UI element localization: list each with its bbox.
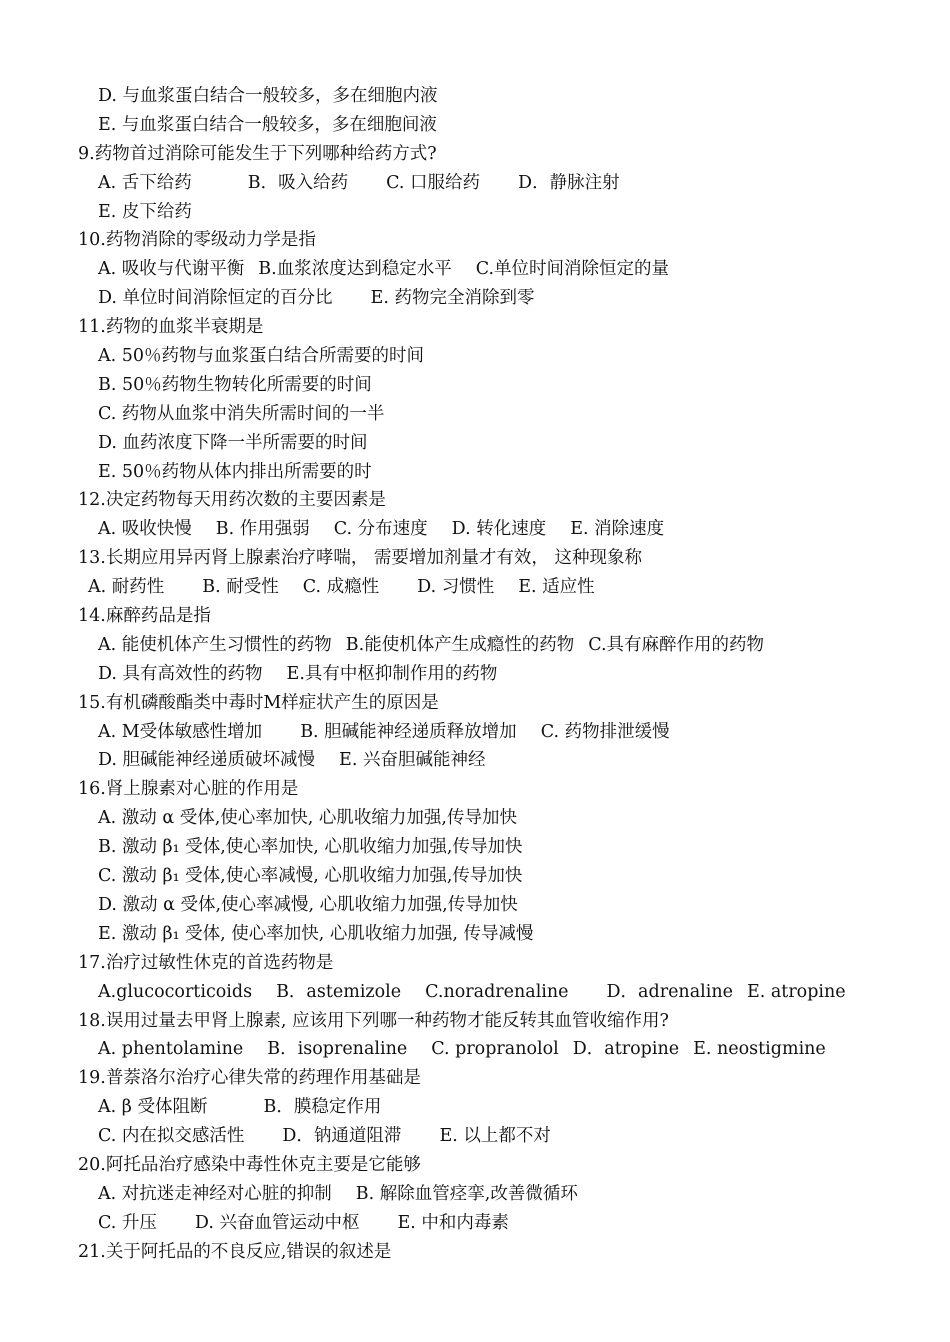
option-line-9a (0, 169, 950, 198)
option: E. 兴奋胆碱能神经 (339, 750, 486, 771)
option-line-16b (0, 833, 950, 862)
option: B. 50％药物生物转化所需要的时间 (98, 374, 372, 395)
option: D. 习惯性 (417, 577, 495, 598)
option-line-11e (0, 458, 950, 487)
option: A. 吸收与代谢平衡 (98, 259, 245, 280)
question-18 (0, 1007, 950, 1036)
option: A. 对抗迷走神经对心脏的抑制 (98, 1183, 332, 1204)
option: B．吸入给药 (247, 172, 349, 193)
option: C. 分布速度 (333, 519, 428, 540)
option: B.血浆浓度达到稳定水平 (258, 259, 452, 280)
option-line-20a (0, 1180, 950, 1209)
option: A. 50％药物与血浆蛋白结合所需要的时间 (98, 346, 425, 367)
question-text: 21.关于阿托品的不良反应,错误的叙述是 (78, 1241, 392, 1262)
option-line-18a (0, 1035, 950, 1064)
option: C. 内在拟交感活性 (98, 1126, 245, 1147)
option: D. 胆碱能神经递质破坏减慢 (98, 750, 316, 771)
exam-page (0, 82, 950, 1267)
option: D. 具有高效性的药物 (98, 663, 263, 684)
question-text: 9.药物首过消除可能发生于下列哪种给药方式? (78, 143, 437, 164)
question-12 (0, 486, 950, 515)
option: C.单位时间消除恒定的量 (475, 259, 670, 280)
option: D. 转化速度 (451, 519, 547, 540)
option: E. 中和内毒素 (397, 1212, 509, 1233)
option: C. 口服给药 (386, 172, 481, 193)
question-15 (0, 689, 950, 718)
question-9 (0, 140, 950, 169)
question-20 (0, 1151, 950, 1180)
option-line-14d (0, 660, 950, 689)
option-line-11c (0, 400, 950, 429)
option: B. 作用强弱 (215, 519, 310, 540)
option-line-9e (0, 198, 950, 227)
option: E. 适应性 (518, 577, 595, 598)
option: B. 耐受性 (202, 577, 279, 598)
option: C. 激动 β₁ 受体,使心率减慢, 心肌收缩力加强,传导加快 (98, 866, 523, 887)
option: C. propranolol (431, 1039, 559, 1060)
question-text: 20.阿托品治疗感染中毒性休克主要是它能够 (78, 1154, 421, 1175)
option: E. 皮下给药 (98, 201, 192, 222)
option: C.noradrenaline (425, 981, 569, 1002)
option: D．atropine (572, 1039, 680, 1060)
question-10 (0, 226, 950, 255)
option: B. 解除血管痉挛,改善微循环 (355, 1183, 578, 1204)
option: D. 与血浆蛋白结合一般较多，多在细胞内液 (98, 86, 438, 106)
option-line-11b (0, 371, 950, 400)
option: E.具有中枢抑制作用的药物 (286, 663, 498, 684)
option: B．astemizole (276, 981, 402, 1002)
question-14 (0, 602, 950, 631)
option: B.能使机体产生成瘾性的药物 (345, 634, 575, 655)
option: D. 单位时间消除恒定的百分比 (98, 288, 333, 309)
question-text: 15.有机磷酸酯类中毒时M样症状产生的原因是 (78, 692, 439, 713)
option-line-16a (0, 804, 950, 833)
option-line-10d (0, 284, 950, 313)
question-text: 11.药物的血浆半衰期是 (78, 317, 264, 338)
option: E. 50％药物从体内排出所需要的时 (98, 461, 372, 482)
option: C. 药物从血浆中消失所需时间的一半 (98, 403, 385, 424)
option: D. 血药浓度下降一半所需要的时间 (98, 432, 368, 453)
option: A. β 受体阻断 (98, 1097, 208, 1118)
option: E. 与血浆蛋白结合一般较多，多在细胞间液 (98, 114, 437, 135)
question-17 (0, 949, 950, 978)
option-line-13a (0, 573, 950, 602)
option-line-8d (0, 82, 950, 111)
option: C. 成瘾性 (302, 577, 380, 598)
option: A.glucocorticoids (98, 981, 253, 1002)
option-line-10a (0, 255, 950, 284)
option: A. 吸收快慢 (98, 519, 192, 540)
option-line-17a (0, 978, 950, 1007)
option-line-19a (0, 1093, 950, 1122)
option-line-16d (0, 891, 950, 920)
option: D．静脉注射 (518, 172, 620, 193)
option-line-8e (0, 111, 950, 140)
option: E. atropine (746, 981, 846, 1002)
question-13 (0, 544, 950, 573)
option-line-11a (0, 342, 950, 371)
question-text: 16.肾上腺素对心脏的作用是 (78, 779, 299, 800)
option: C. 药物排泄缓慢 (540, 721, 670, 742)
question-text: 17.治疗过敏性休克的首选药物是 (78, 952, 334, 973)
option: C. 升压 (98, 1212, 157, 1233)
question-16 (0, 775, 950, 804)
option: C.具有麻醉作用的药物 (588, 634, 765, 655)
option-line-15a (0, 718, 950, 747)
option: B．isoprenaline (267, 1039, 408, 1060)
option: E. 药物完全消除到零 (370, 288, 535, 309)
option: A. phentolamine (98, 1039, 244, 1060)
question-11 (0, 313, 950, 342)
option: D．钠通道阻滞 (282, 1126, 402, 1147)
option: D．adrenaline (606, 981, 733, 1002)
option-line-16e (0, 920, 950, 949)
option: E. 消除速度 (570, 519, 665, 540)
question-19 (0, 1064, 950, 1093)
question-text: 14.麻醉药品是指 (78, 606, 211, 627)
option: D. 激动 α 受体,使心率减慢, 心肌收缩力加强,传导加快 (98, 894, 518, 915)
option-line-20c (0, 1209, 950, 1238)
option-line-14a (0, 631, 950, 660)
option-line-11d (0, 429, 950, 458)
option: B. 激动 β₁ 受体,使心率加快, 心肌收缩力加强,传导加快 (98, 837, 523, 858)
option: A. 耐药性 (88, 577, 165, 598)
option-line-12a (0, 515, 950, 544)
option: A. M受体敏感性增加 (98, 721, 263, 742)
question-text: 13.长期应用异丙肾上腺素治疗哮喘， 需要增加剂量才有效， 这种现象称 (78, 548, 642, 569)
question-text: 10.药物消除的零级动力学是指 (78, 230, 316, 251)
option: B．膜稳定作用 (263, 1097, 382, 1118)
option: D. 兴奋血管运动中枢 (194, 1212, 360, 1233)
question-text: 19.普萘洛尔治疗心律失常的药理作用基础是 (78, 1068, 421, 1089)
question-text: 18.误用过量去甲肾上腺素, 应该用下列哪一种药物才能反转其血管收缩作用? (78, 1010, 669, 1031)
option-line-16c (0, 862, 950, 891)
option: A. 激动 α 受体,使心率加快, 心肌收缩力加强,传导加快 (98, 808, 517, 829)
option-line-15d (0, 746, 950, 775)
option: A. 舌下给药 (98, 172, 192, 193)
option: E. 以上都不对 (439, 1126, 551, 1147)
option: E. 激动 β₁ 受体, 使心率加快, 心肌收缩力加强, 传导减慢 (98, 923, 534, 944)
question-21 (0, 1238, 950, 1267)
option: A. 能使机体产生习惯性的药物 (98, 634, 332, 655)
question-text: 12.决定药物每天用药次数的主要因素是 (78, 490, 386, 511)
option-line-19c (0, 1122, 950, 1151)
option: E. neostigmine (693, 1039, 826, 1060)
option: B. 胆碱能神经递质释放增加 (300, 721, 517, 742)
